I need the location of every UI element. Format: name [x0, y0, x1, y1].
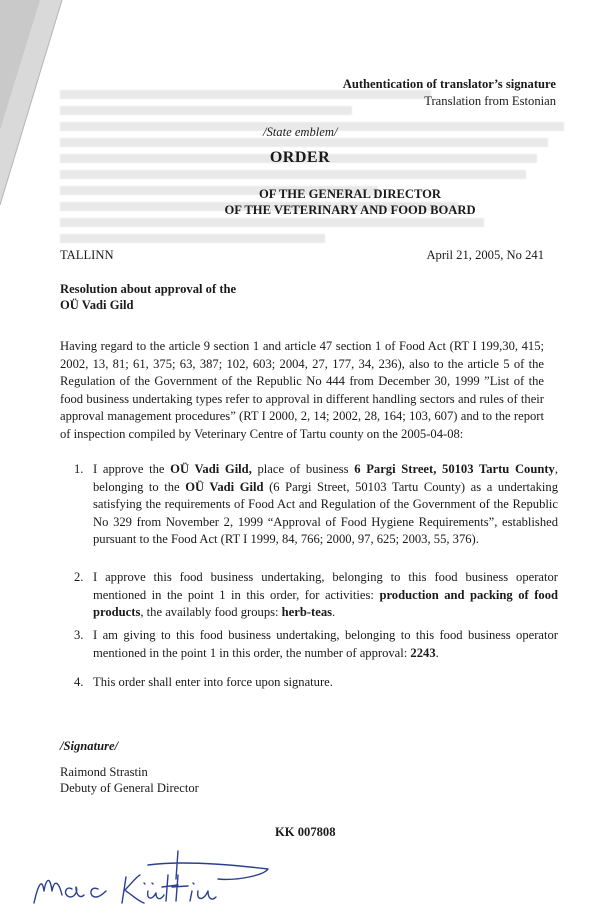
document-title: ORDER: [269, 149, 331, 166]
signer-title: Debuty of General Director: [60, 781, 199, 795]
resolution-line-1: Resolution about approval of the: [60, 282, 237, 296]
subtitle-general-director: OF THE GENERAL DIRECTOR: [258, 187, 442, 201]
order-item-4: This order shall enter into force upon signature.: [93, 675, 333, 689]
subtitle-board: OF THE VETERINARY AND FOOD BOARD: [224, 203, 476, 217]
preamble-paragraph: Having regard to the article 9 section 1 and article 47 section 1 of Food Act (RT I 199,30, 415; 2002, 13, 81; 61, 375; 63, 387; 102, 603; 2004, 27, 177, 34, 236), also to the article 5 of the Regulation of the Government of the Republic No 444 from December 30, 1999 ”List of the food business undertaking types refer to approval in different handling sectors and rules of their approval management procedures” (RT I 2000, 2, 14; 2002, 28, 164; 103, 607) and to the report of inspection compiled by Veterinary Centre of Tartu county on the 2005-04-08:: [60, 339, 544, 441]
order-item-3: I am giving to this food business undertaking, belonging to this food business operator mentioned in the point 1 in this order, the number of approval: 2243.: [93, 628, 558, 660]
auth-heading: Authentication of translator’s signature: [342, 77, 556, 91]
handwritten-signature: [28, 845, 288, 915]
order-item-1: I approve the OÜ Vadi Gild, place of business 6 Pargi Street, 50103 Tartu County, belonging to the OÜ Vadi Gild (6 Pargi Street, 50103 Tartu County) as a undertaking satisfying the requirements of Food Act and Regulation of the Government of the Republic No 329 from November 2, 1999 “Approval of Food Hygiene Requirements”, established pursuant to the Food Act (RT I 1999, 84, 766; 2000, 97, 625; 2003, 55, 376).: [93, 462, 558, 546]
item-number: 4.: [74, 675, 84, 689]
item-number: 2.: [74, 570, 84, 584]
state-emblem: /State emblem/: [263, 125, 338, 139]
show-through-text: [60, 90, 590, 250]
translation-note: Translation from Estonian: [424, 94, 556, 108]
signer-name: Raimond Strastin: [60, 765, 148, 779]
item-number: 3.: [74, 628, 84, 642]
signature-label: /Signature/: [60, 739, 119, 753]
item-number: 1.: [74, 462, 84, 476]
resolution-line-2: OÜ Vadi Gild: [60, 298, 134, 312]
place: TALLINN: [60, 248, 114, 262]
order-item-2: I approve this food business undertaking, belonging to this food business operator mentioned in the point 1 in this order, for activities: production and packing of food products, the availably food groups: herb-teas.: [93, 570, 558, 619]
date-number: April 21, 2005, No 241: [426, 248, 544, 262]
document-code: KK 007808: [275, 825, 336, 839]
